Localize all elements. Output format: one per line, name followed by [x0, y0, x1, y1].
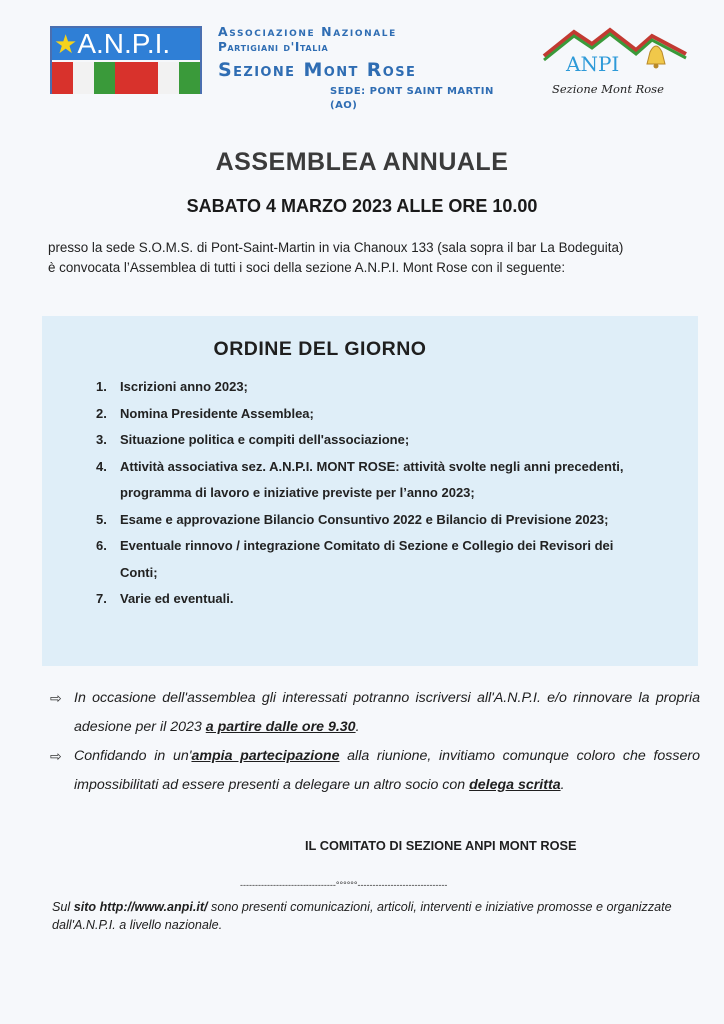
section-seat: SEDE: PONT SAINT MARTIN (AO): [330, 86, 494, 111]
footer-text-part: sono presenti comunicazioni, articoli, interventi e iniziative promosse e organizzate dall'A.N.P.I. a livello nazionale.: [52, 900, 672, 932]
footer-text: [52, 898, 702, 934]
flag-stripes: [52, 62, 200, 94]
note-text-part: .: [560, 777, 565, 793]
anpi-logo-text: A.N.P.I.: [77, 28, 171, 59]
agenda-item: [96, 507, 636, 534]
anpi-logo: [50, 26, 202, 94]
agenda-item-number: 3.: [96, 432, 107, 447]
agenda-item-number: 4.: [96, 458, 107, 474]
star-icon: ★: [54, 29, 78, 59]
agenda-item-text: Esame e approvazione Bilancio Consuntivo 2022 e Bilancio di Previsione 2023;: [120, 511, 609, 527]
mont-rose-logo-caption: Sezione Mont Rose: [552, 82, 664, 96]
agenda-item-text: Iscrizioni anno 2023;: [120, 379, 248, 394]
agenda-list: [96, 374, 636, 613]
agenda-item: [96, 533, 636, 586]
association-name-line1: Associazione Nazionale: [218, 24, 397, 39]
agenda-title: ORDINE DEL GIORNO: [213, 338, 427, 360]
agenda-item: [96, 374, 636, 401]
intro-line1: presso la sede S.O.M.S. di Pont-Saint-Martin in via Chanoux 133 (sala sopra il bar La Bodeguita): [48, 240, 624, 255]
footer-text-part: Sul: [52, 900, 74, 914]
notes: [50, 684, 700, 800]
note-emphasis: delega scritta: [469, 777, 561, 793]
agenda-item-text: Situazione politica e compiti dell'associazione;: [120, 432, 410, 447]
page-title: ASSEMBLEA ANNUALE: [215, 148, 509, 176]
website-link[interactable]: sito http://www.anpi.it/: [73, 900, 208, 914]
section-name: Sezione Mont Rose: [218, 59, 417, 81]
intro-line2: è convocata l’Assemblea di tutti i soci della sezione A.N.P.I. Mont Rose con il seguente:: [48, 260, 566, 275]
agenda-item-number: 6.: [96, 538, 107, 553]
event-date: SABATO 4 MARZO 2023 ALLE ORE 10.00: [186, 196, 538, 216]
agenda-item-text: Varie ed eventuali.: [120, 591, 234, 606]
arrow-right-icon: ⇨: [50, 748, 62, 764]
intro-text: [48, 238, 708, 278]
note-text: [74, 684, 700, 742]
note-registration: [50, 684, 700, 742]
note-text-part: alla riunione, invitiamo comunque coloro che fossero impossibilitati ad essere presenti a delegare un altro socio con: [74, 748, 700, 793]
note-emphasis: a partire dalle ore 9.30: [205, 719, 356, 735]
note-text-part: In occasione dell'assemblea gli interessati potranno iscriversi all'A.N.P.I. e/o rinnovare la propria adesione per il 2023: [74, 690, 700, 735]
agenda-item: [96, 427, 636, 454]
arrow-right-icon: ⇨: [50, 690, 62, 706]
agenda-item-text: Nomina Presidente Assemblea;: [120, 405, 314, 421]
agenda-item-text: Eventuale rinnovo / integrazione Comitato di Sezione e Collegio dei Revisori dei Conti;: [120, 538, 614, 580]
note-text-part: .: [355, 719, 360, 735]
mont-rose-logo-text: ANPI: [566, 52, 620, 76]
agenda-item-number: 7.: [96, 591, 107, 606]
agenda-item: [96, 401, 636, 428]
divider: --------------------------------°°°°°°------------------------------: [240, 880, 448, 890]
agenda-item-number: 1.: [96, 379, 107, 394]
note-delegation: [50, 742, 700, 800]
note-text: [74, 742, 700, 800]
association-name-line2: Partigiani d'Italia: [218, 40, 329, 54]
agenda-item-text: Attività associativa sez. A.N.P.I. MONT ROSE: attività svolte negli anni precedenti, programma di lavoro e iniziative previste per l’anno 2023;: [120, 458, 624, 500]
agenda-item: [96, 586, 636, 613]
signature: IL COMITATO DI SEZIONE ANPI MONT ROSE: [305, 838, 577, 853]
agenda-item-number: 5.: [96, 511, 107, 527]
association-heading: [218, 24, 518, 113]
agenda-box: [42, 316, 698, 666]
anpi-logo-banner: [52, 28, 200, 60]
mont-rose-logo: [540, 22, 692, 100]
agenda-item: [96, 454, 636, 507]
agenda-item-number: 2.: [96, 405, 107, 421]
note-emphasis: ampia partecipazione: [191, 748, 340, 764]
note-text-part: Confidando in un': [74, 748, 192, 764]
